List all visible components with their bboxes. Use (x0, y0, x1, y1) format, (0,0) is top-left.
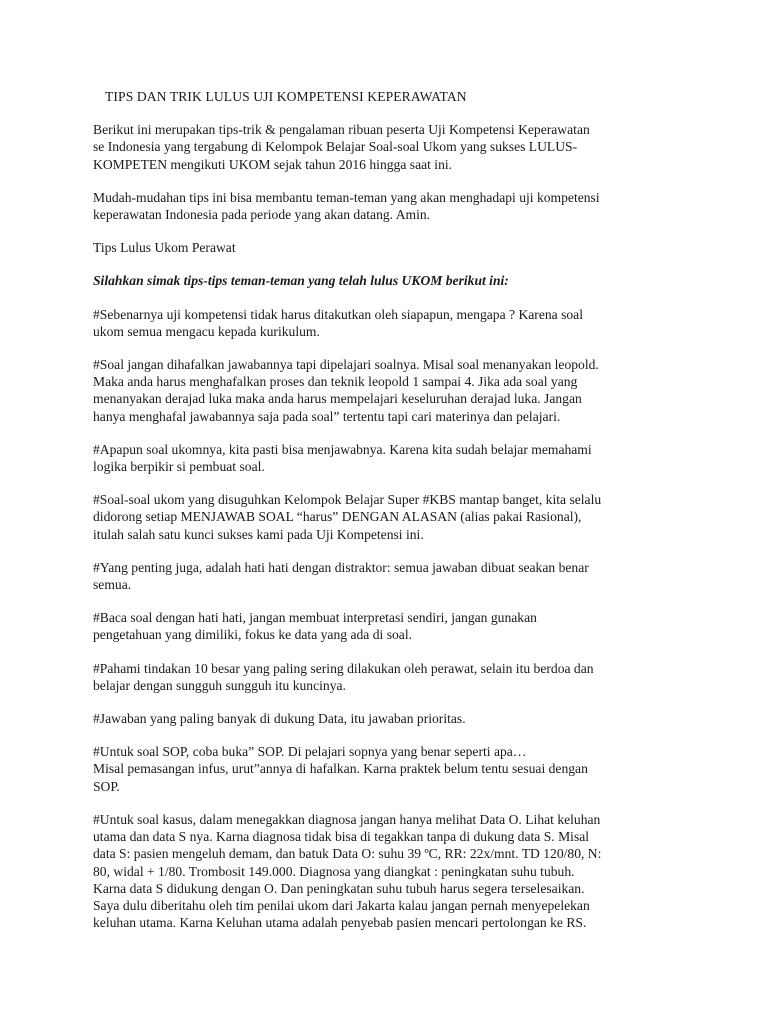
text-line: Silahkan simak tips-tips teman-teman yang telah lulus UKOM berikut ini: (93, 273, 509, 289)
text-line: KOMPETEN mengikuti UKOM sejak tahun 2016 hingga saat ini. (93, 156, 453, 172)
text-line: menanyakan derajad luka maka anda harus mempelajari keseluruhan derajad luka. Jangan (93, 391, 582, 407)
paragraph (93, 121, 678, 173)
text-line: SOP. (93, 778, 120, 794)
text-line: Berikut ini merupakan tips-trik & pengalaman ribuan peserta Uji Kompetensi Keperawatan (93, 122, 590, 138)
text-line: #Apapun soal ukomnya, kita pasti bisa menjawabnya. Karena kita sudah belajar memahami (93, 441, 592, 457)
text-line: #Baca soal dengan hati hati, jangan membuat interpretasi sendiri, jangan gunakan (93, 610, 537, 626)
paragraph (93, 743, 678, 795)
paragraph (93, 306, 678, 340)
text-line: logika berpikir si pembuat soal. (93, 459, 265, 475)
text-line: ukom semua mengacu kepada kurikulum. (93, 323, 320, 339)
text-line: #Sebenarnya uji kompetensi tidak harus ditakutkan oleh siapapun, mengapa ? Karena soal (93, 306, 583, 322)
emphasis-paragraph (93, 272, 678, 289)
text-line: belajar dengan sungguh sungguh itu kuncinya. (93, 677, 346, 693)
paragraph (93, 239, 678, 256)
paragraph (93, 559, 678, 593)
text-line: itulah salah satu kunci sukses kami pada Uji Kompetensi ini. (93, 526, 424, 542)
text-line: Maka anda harus menghafalkan proses dan teknik leopold 1 sampai 4. Jika ada soal yang (93, 374, 578, 390)
text-line: 80, widal + 1/80. Trombosit 149.000. Diagnosa yang diangkat : peningkatan suhu tubuh. (93, 863, 575, 879)
text-line: #Yang penting juga, adalah hati hati dengan distraktor: semua jawaban dibuat seakan benar (93, 559, 589, 575)
document-body (93, 88, 678, 947)
text-line: #Soal jangan dihafalkan jawabannya tapi dipelajari soalnya. Misal soal menanyakan leopold. (93, 357, 599, 373)
text-line: pengetahuan yang dimiliki, fokus ke data yang ada di soal. (93, 627, 412, 643)
text-line: Tips Lulus Ukom Perawat (93, 240, 236, 256)
text-line: Saya dulu diberitahu oleh tim penilai ukom dari Jakarta kalau jangan pernah menyepelekan (93, 897, 590, 913)
text-line: semua. (93, 577, 132, 593)
text-line: data S: pasien mengeluh demam, dan batuk Data O: suhu 39 ºC, RR: 22x/mnt. TD 120/80, N: (93, 846, 602, 862)
paragraph (93, 491, 678, 543)
paragraph (93, 441, 678, 475)
text-line: Mudah-mudahan tips ini bisa membantu teman-teman yang akan menghadapi uji kompetensi (93, 189, 600, 205)
text-line: didorong setiap MENJAWAB SOAL “harus” DENGAN ALASAN (alias pakai Rasional), (93, 509, 582, 525)
text-line: #Soal-soal ukom yang disuguhkan Kelompok Belajar Super #KBS mantap banget, kita selalu (93, 492, 602, 508)
paragraph-list (93, 121, 678, 931)
paragraph (93, 356, 678, 425)
text-line: hanya menghafal jawabannya saja pada soal” tertentu tapi cari materinya dan pelajari. (93, 408, 561, 424)
text-line: Misal pemasangan infus, urut”annya di hafalkan. Karna praktek belum tentu sesuai dengan (93, 761, 588, 777)
paragraph (93, 609, 678, 643)
paragraph (93, 189, 678, 223)
text-line: Karna data S didukung dengan O. Dan peningkatan suhu tubuh harus segera terselesaikan. (93, 880, 585, 896)
paragraph (93, 811, 678, 931)
text-line: utama dan data S nya. Karna diagnosa tidak bisa di tegakkan tanpa di dukung data S. Misal (93, 829, 590, 845)
text-line: keluhan utama. Karna Keluhan utama adalah penyebab pasien mencari pertolongan ke RS. (93, 915, 587, 931)
text-line: #Untuk soal kasus, dalam menegakkan diagnosa jangan hanya melihat Data O. Lihat keluhan (93, 811, 601, 827)
text-line: keperawatan Indonesia pada periode yang akan datang. Amin. (93, 207, 431, 223)
text-line: #Pahami tindakan 10 besar yang paling sering dilakukan oleh perawat, selain itu berdoa dan (93, 660, 594, 676)
text-line: #Untuk soal SOP, coba buka” SOP. Di pelajari sopnya yang benar seperti apa… (93, 744, 527, 760)
paragraph (93, 660, 678, 694)
document-title: TIPS DAN TRIK LULUS UJI KOMPETENSI KEPERAWATAN (105, 89, 467, 104)
text-line: #Jawaban yang paling banyak di dukung Data, itu jawaban prioritas. (93, 711, 466, 727)
paragraph (93, 710, 678, 727)
text-line: se Indonesia yang tergabung di Kelompok Belajar Soal-soal Ukom yang sukses LULUS- (93, 139, 578, 155)
